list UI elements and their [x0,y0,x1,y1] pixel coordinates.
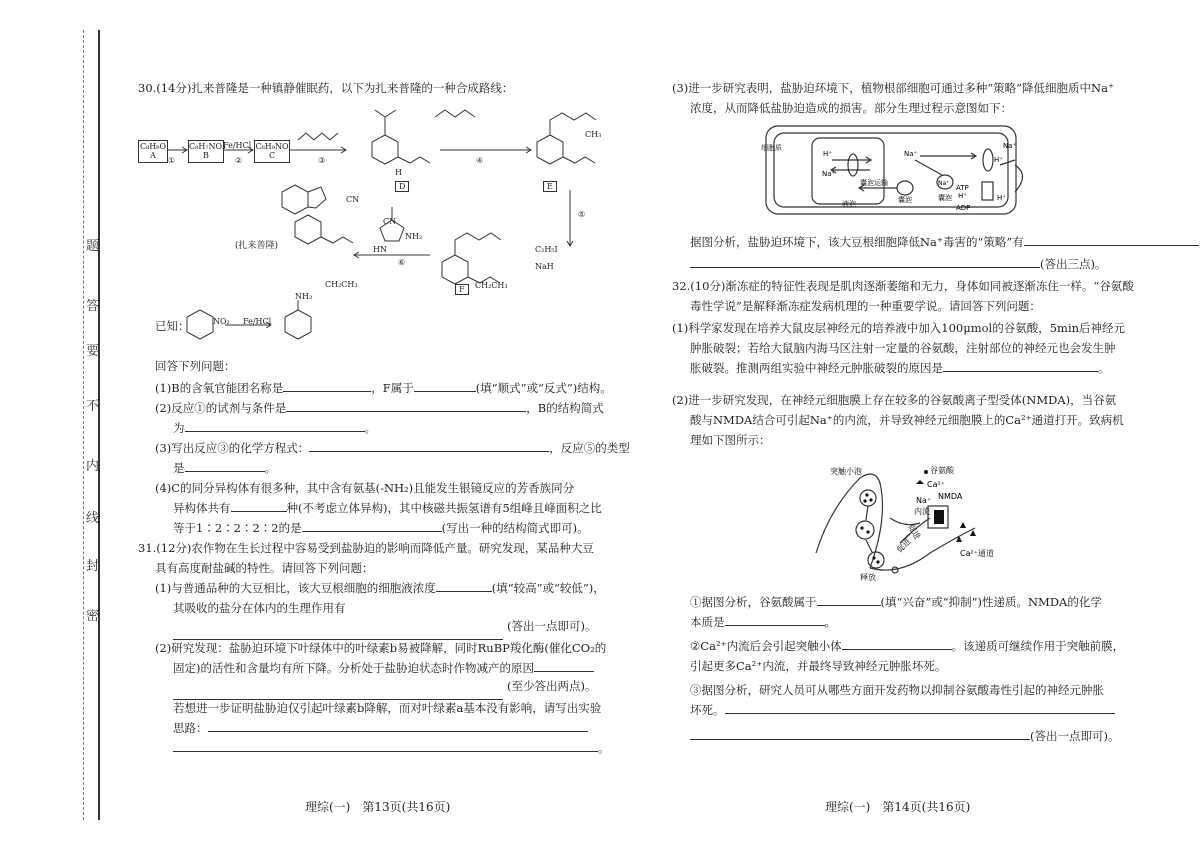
q32-part1c: 胀破裂。推测两组实验中神经元肿胀破裂的原因是 。 [690,361,1110,375]
answer-blank[interactable] [309,440,549,452]
q31-part2: (2)研究发现：盐胁迫环境下叶绿体中的叶绿素b易被降解，同时RuBP羧化酶(催化CO₂的 [155,641,607,655]
q32-sub2: ②Ca²⁺内流后会引起突触小体 。该递质可继续作用于突触前膜， [690,639,1125,653]
q30-part4c: 等于1∶2∶2∶2∶2的是 (写出一种的结构简式即可)。 [173,521,589,535]
seal-char: 不 [86,399,100,414]
answer-blank[interactable] [208,720,588,732]
page-footer-right: 理综(一) 第14页(共16页) [825,800,971,814]
answer-blank[interactable] [690,728,1030,740]
q32-part1: (1)科学家发现在培养大鼠皮层神经元的培养液中加入100μmol的谷氨酸，5min后神经元 [672,321,1126,335]
q30-part4b: 异构体共有 种(不考虑立体异构)，其中核磁共振氢谱有5组峰且峰面积之比 [173,501,602,515]
answer-blank[interactable] [943,360,1098,372]
aniline-nh2: NH₂ [295,292,313,301]
answer-blank[interactable] [817,594,881,606]
label-promote-2: 促进 [895,536,913,555]
q31-part3b: 浓度，从而降低盐胁迫造成的损害。部分生理过程示意图如下： [690,101,1012,115]
label-na-vac: Na⁺ [822,170,836,178]
q32-part2c: 理如下图所示： [690,433,771,447]
answer-blank[interactable] [302,520,442,532]
q31-part2b: 固定)的活性和含量均有所下降。分析处于盐胁迫状态时作物减产的原因 [173,660,594,677]
label-atp: ATP [956,184,969,192]
label-ca-top: Ca²⁺ [927,480,945,489]
q30-part3b: 是 。 [173,461,276,475]
compound-f-label: F [455,284,469,295]
label-h-pump: H⁺ [997,194,1006,202]
answer-blank[interactable] [842,638,952,650]
compound-b-box: C₈H₇NO₃ B [188,140,224,163]
seal-char: 密 [86,609,100,624]
q31-part2e: 。 [173,740,610,757]
answer-blank[interactable] [173,688,503,700]
q32-intro2: 毒性学说”是解释渐冻症发病机理的一种重要学说。请回答下列问题： [690,299,1041,313]
compound-d-label: D [395,181,409,192]
answer-blank[interactable] [414,380,476,392]
label-cytoplasm: 细胞质 [761,144,782,152]
label-na-influx: Na⁺ [916,496,932,505]
answer-blank[interactable] [1024,234,1199,246]
answer-blank[interactable] [534,660,594,672]
zaleplon-label: (扎来普隆) [235,241,279,251]
answer-blank[interactable] [690,256,1040,268]
q31-part3d: (答出三点)。 [690,256,1106,273]
step-5-label: ⑤ [578,210,586,219]
binding-dotted-line [83,30,84,820]
page-footer-left: 理综(一) 第13页(共16页) [305,800,451,814]
compound-e-ch3: CH₃ [585,130,602,139]
label-adp: ADP [956,204,971,212]
q31-part1-hint: (答出一点即可)。 [507,619,597,633]
label-ca-channel: Ca²⁺通道 [960,549,994,558]
label-vesicle-2: 囊泡 [938,194,952,202]
q30-part3: (3)写出反应③的化学方程式： ，反应⑤的类型 [155,441,630,455]
step-2-label: ② [235,156,243,165]
root-cell-diagram [760,120,1030,220]
label-h-in: H⁺ [823,150,832,158]
q32-sub1: ①据图分析，谷氨酸属于 (填“兴奋”或“抑制”)性递质。NMDA的化学 [690,595,1102,609]
seal-char: 要 [86,344,100,359]
q32-part1b: 肿胀破裂；若给大鼠脑内海马区注射一定量的谷氨酸，注射部位的神经元也会发生肿 [690,341,1116,355]
label-h-atp: H⁺ [958,192,967,200]
zaleplon-ethyl: CH₂CH₃ [325,280,358,289]
answer-blank[interactable] [436,580,492,592]
label-vacuole: 液泡 [842,200,856,208]
answer-blank[interactable] [725,614,825,626]
label-glutamate: 谷氨酸 [930,466,954,475]
synthesis-route-diagram [130,95,610,345]
q32-sub2b: 引起更多Ca²⁺内流，并最终导致神经元肿胀坏死。 [690,659,947,673]
q30-part2: (2)反应①的试剂与条件是 ，B的结构简式 [155,401,604,415]
seal-char: 内 [86,459,100,474]
answer-blank[interactable] [283,380,371,392]
q32-sub3c: (答出一点即可)。 [690,728,1119,745]
q31-intro2: 具有高度耐盐碱的特性。请回答下列问题： [155,561,374,575]
label-vesicle-transport: 囊泡运输 [860,179,888,187]
q32-intro: 32.(10分)渐冻症的特征性表现是肌肉逐渐萎缩和无力，身体如同被逐渐冻住一样。“谷氨酸 [672,279,1134,293]
pyrazole-cn: CN [383,217,397,226]
answer-blank[interactable] [185,460,265,472]
zaleplon-cn: CN [346,195,360,204]
step-4-label: ④ [476,156,484,165]
label-na-out: Na⁺ [1003,142,1017,150]
answer-blank[interactable] [173,628,503,640]
compound-d-nh: H [395,168,402,177]
pyrazole-hn: HN [373,245,387,254]
synapse-diagram [810,458,1010,583]
q31-part3c: 据图分析，盐胁迫环境下，该大豆根细胞降低Na⁺毒害的“策略”有 [690,234,1199,251]
q32-sub1b: 本质是 。 [690,615,836,629]
binding-solid-line [98,30,100,820]
known-label: 已知： [155,319,190,333]
q32-sub3: ③据图分析，研究人员可从哪些方面开发药物以抑制谷氨酸毒性引起的神经元肿胀 [690,683,1104,697]
label-synaptic-vesicle: 突触小泡 [830,467,862,476]
nitro-group: NO₂ [213,317,230,326]
q32-sub3b: 坏死。 [690,702,1115,719]
answer-blank[interactable] [173,740,598,752]
answer-blank[interactable] [231,500,287,512]
label-vesicle-1: 囊泡 [898,196,912,204]
q30-intro: 回答下列问题： [155,359,236,373]
q31-part3: (3)进一步研究表明，盐胁迫环境下，植物根部细胞可通过多种“策略”降低细胞质中Na⁺ [672,81,1115,95]
compound-f-ethyl: CH₂CH₃ [475,281,508,290]
step5-reagent-1: C₂H₅I [535,245,558,254]
seal-char: 封 [86,559,100,574]
q30-part4: (4)C的同分异构体有很多种，其中含有氨基(-NH₂)且能发生银镜反应的芳香族同分 [155,481,575,495]
q31-intro: 31.(12分)农作物在生长过程中容易受到盐胁迫的影响而降低产量。研究发现，某品种大豆 [138,541,594,555]
compound-a-box: C₈H₈O A [138,140,168,163]
seal-char: 题 [86,239,100,254]
label-promote-1: 促进 [906,522,923,541]
step-3-label: ③ [318,156,326,165]
q31-part2-hint: (至少答出两点)。 [507,679,597,693]
step-6-label: ⑥ [398,258,406,267]
seal-char: 答 [86,299,100,314]
q31-part2c: 若想进一步证明盐胁迫仅引起叶绿素b降解，而对叶绿素a基本没有影响，请写出实验 [173,701,602,715]
compound-c-box: C₈H₉NO C [254,140,290,163]
q31-part1: (1)与普通品种的大豆相比，该大豆根细胞的细胞液浓度 (填“较高”或“较低”)， [155,581,605,595]
label-influx: 内流 [914,507,930,516]
answer-blank[interactable] [185,420,365,432]
label-release: 释放 [860,573,876,582]
reagent-fe-hcl-known: Fe/HCl [243,317,272,326]
q32-part2: (2)进一步研究发现，在神经元细胞膜上存在较多的谷氨酸离子型受体(NMDA)，当谷氨 [672,393,1117,407]
q32-part2b: 酸与NMDA结合可引起Na⁺的内流，并导致神经元细胞膜上的Ca²⁺通道打开。致病机 [690,413,1124,427]
compound-e-label: E [543,181,557,192]
q30-title: 30.(14分)扎来普隆是一种镇静催眠药，以下为扎来普隆的一种合成路线： [138,81,514,95]
step5-reagent-2: NaH [535,262,554,271]
q31-part1b: 其吸收的盐分在体内的生理作用有 [173,601,346,615]
step-1-label: ① [168,156,176,165]
label-na-vesicle: Na⁺ [938,180,950,187]
answer-blank[interactable] [286,400,526,412]
label-na-cyto: Na⁺ [904,150,918,158]
q30-part2b: 为 。 [173,421,376,435]
answer-blank[interactable] [725,702,1115,714]
seal-char: 线 [86,511,100,526]
q31-part2d: 思路： [173,720,588,737]
reagent-fe-hcl: Fe/HCl [223,141,252,150]
label-h-out: H⁺ [994,156,1003,164]
label-nmda: NMDA [938,492,963,501]
q30-part1: (1)B的含氧官能团名称是 ，F属于 (填“顺式”或“反式”)结构。 [155,381,612,395]
pyrazole-nh2: NH₂ [405,232,423,241]
